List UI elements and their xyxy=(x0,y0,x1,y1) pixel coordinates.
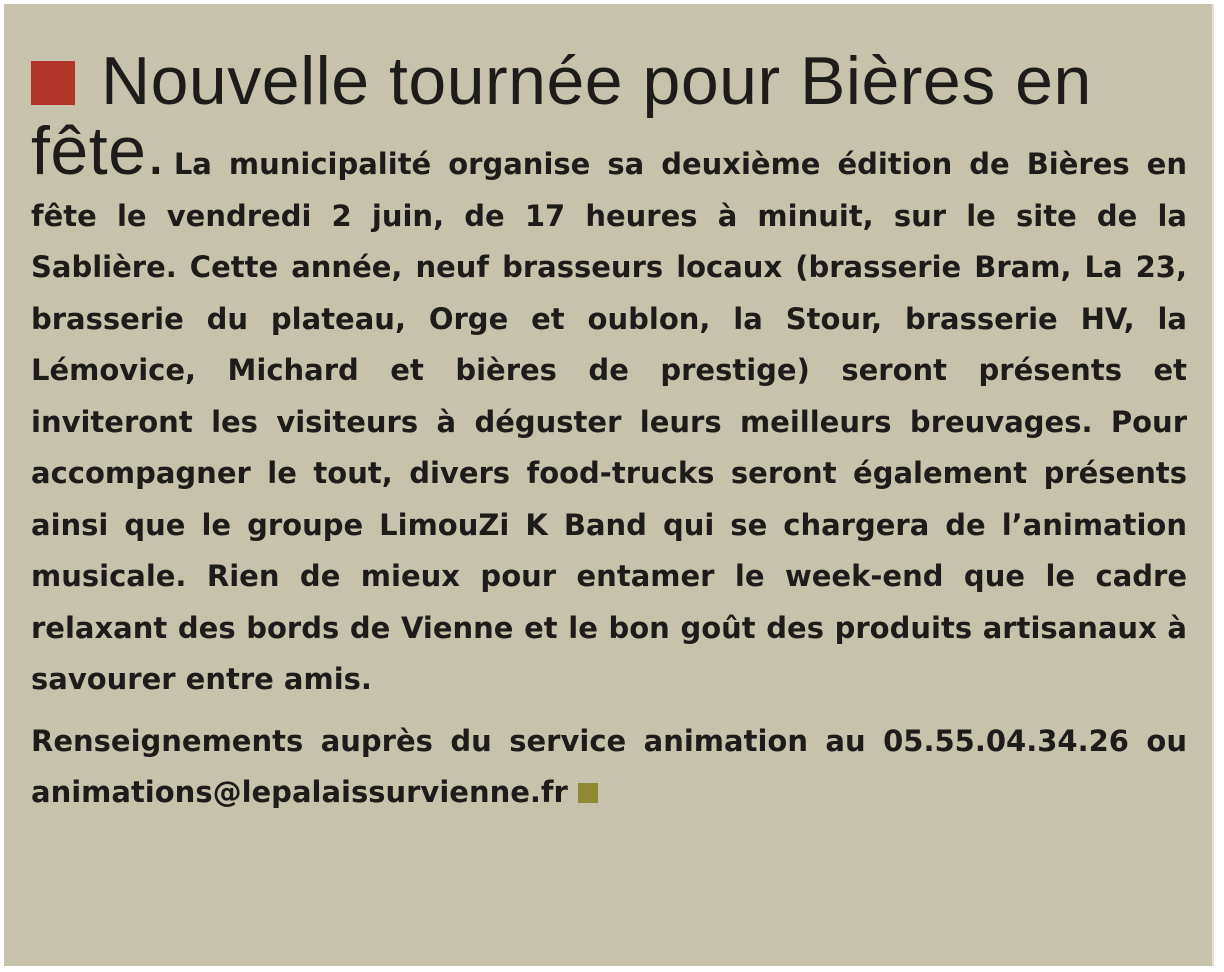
contact-info xyxy=(31,716,1187,819)
article-title xyxy=(31,40,1187,122)
end-marker-square-icon xyxy=(578,783,598,803)
contact-text: Renseignements auprès du service animation au 05.55.04.34.26 ou animations@lepalaissurvienne.fr xyxy=(31,723,1187,809)
article-title-line2: fête. xyxy=(31,113,166,189)
article-body-text: La municipalité organise sa deuxième édition de Bières en fête le vendredi 2 juin, de 17 heures à minuit, sur le site de la Sablière. Cette année, neuf brasseurs locaux (brasserie Bram, La 23, brasserie du plateau, Orge et oublon, la Stour, brasserie HV, la Lémovice, Michard et bières de prestige) seront présents et inviteront les visiteurs à déguster leurs meilleurs breuvages. Pour accompagner le tout, divers food-trucks seront également présents ainsi que le groupe LimouZi K Band qui se chargera de l’animation musicale. Rien de mieux pour entamer le week-end que le cadre relaxant des bords de Vienne et le bon goût des produits artisanaux à savourer entre amis. xyxy=(31,147,1187,696)
article-title-line1: Nouvelle tournée pour Bières en xyxy=(101,43,1092,119)
article-body xyxy=(31,113,1187,706)
article xyxy=(31,40,1187,819)
title-marker-square-icon xyxy=(31,61,75,105)
article-panel xyxy=(4,4,1214,966)
